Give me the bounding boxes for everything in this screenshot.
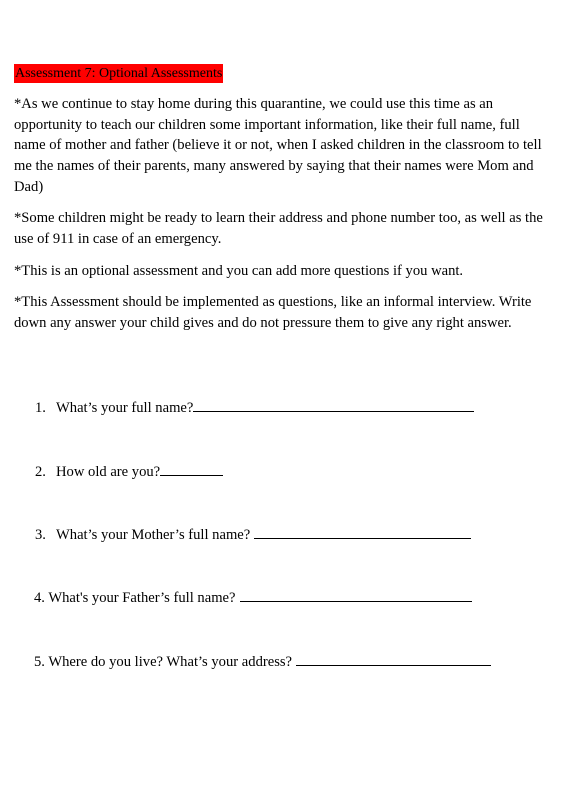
implementation-paragraph: *This Assessment should be implemented as questions, like an informal interview. Write down any answer your child gives and do not pressure them to give any right answer.: [14, 294, 532, 331]
question-number: 3.: [35, 527, 46, 543]
question-number: 2.: [35, 464, 46, 480]
answer-line[interactable]: [160, 461, 223, 476]
question-number: 5.: [34, 654, 45, 670]
intro-paragraph: *As we continue to stay home during this quarantine, we could use this time as an opportunity to teach our children some important information, like their full name, full name of mother and father (believe it or not, when I asked children in the classroom to tell me the names of their parents, many answered by saying that their names were Mom and Dad): [14, 96, 542, 195]
question-text: Where do you live? What’s your address?: [48, 654, 293, 670]
assessment-title: Assessment 7: Optional Assessments: [15, 66, 223, 81]
answer-line[interactable]: [254, 524, 471, 539]
question-text: What’s your full name?: [56, 400, 194, 416]
answer-line[interactable]: [240, 587, 472, 602]
question-item: [35, 461, 223, 482]
question-item: [34, 651, 491, 672]
question-item: [35, 524, 471, 545]
question-item: [34, 587, 472, 608]
question-text: What’s your Mother’s full name?: [56, 527, 251, 543]
question-number: 4.: [34, 590, 45, 606]
optional-note-paragraph: *This is an optional assessment and you can add more questions if you want.: [14, 263, 464, 279]
question-item: [35, 397, 474, 418]
question-number: 1.: [35, 400, 46, 416]
address-phone-paragraph: *Some children might be ready to learn their address and phone number too, as well as the use of 911 in case of an emergency.: [14, 210, 543, 247]
question-text: How old are you?: [56, 464, 161, 480]
answer-line[interactable]: [193, 397, 474, 412]
answer-line[interactable]: [296, 651, 491, 666]
question-text: What's your Father’s full name?: [48, 590, 236, 606]
